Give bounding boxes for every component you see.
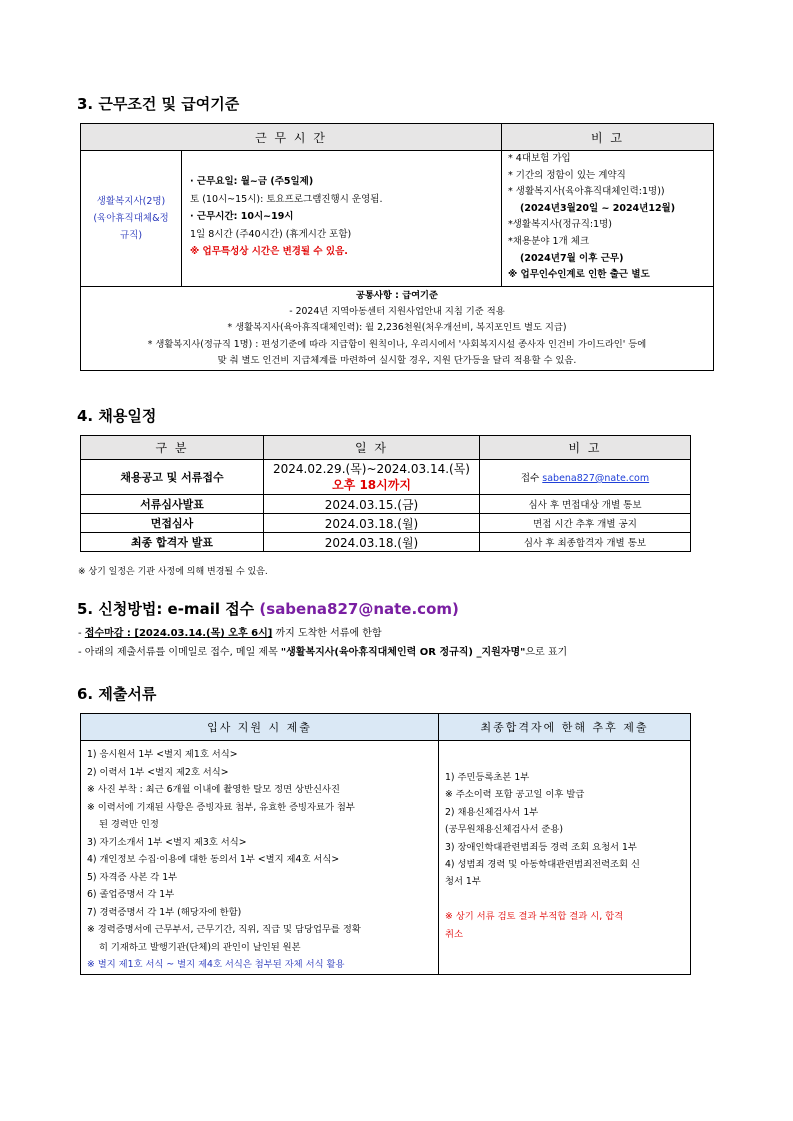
- table-row: [81, 533, 691, 552]
- final-docs-cell: [439, 741, 691, 975]
- common-line: 맞 춰 별도 인건비 지급체계를 마련하여 실시할 경우, 지원 단가등을 달리 적용할 수 있음.: [217, 355, 577, 366]
- schedule-date: 2024.02.29.(목)~2024.03.14.(목): [272, 462, 470, 476]
- note-line: *채용분야 1개 체크: [508, 235, 590, 247]
- section4-heading: 4. 채용일정: [77, 407, 157, 425]
- note-line: * 4대보험 가입: [508, 153, 571, 164]
- position-cell: [81, 151, 182, 287]
- position-line: (육아휴직대체&정: [93, 213, 169, 224]
- hours-line: · 근무요일: 월~금 (주5일제): [190, 176, 314, 187]
- schedule-header-category: 구 분: [81, 436, 264, 460]
- table-row: [81, 514, 691, 533]
- common-line: - 2024년 지역아동센터 지원사업안내 지침 기준 적용: [289, 305, 505, 317]
- schedule-date: 2024.03.18.(월): [264, 533, 480, 552]
- schedule-label: 면접심사: [81, 514, 264, 533]
- section3-heading: 3. 근무조건 및 급여기준: [77, 95, 240, 113]
- common-cell: [81, 287, 714, 371]
- list-item: ※ 상기 서류 검토 결과 부적합 결과 시, 합격: [445, 911, 624, 923]
- hours-line: · 근무시간: 10시~19시: [190, 211, 294, 222]
- schedule-table: [80, 435, 691, 552]
- section5-email: (sabena827@nate.com): [259, 600, 459, 618]
- schedule-label: 서류심사발표: [81, 495, 264, 514]
- list-item: 2) 채용신체검사서 1부: [445, 806, 539, 818]
- table-row: [81, 460, 691, 495]
- apply-docs-cell: [81, 741, 439, 975]
- list-item: 1) 주민등록초본 1부: [445, 772, 530, 783]
- note-line: (2024년7월 이후 근무): [520, 252, 624, 264]
- schedule-footnote: ※ 상기 일정은 기관 사정에 의해 변경될 수 있음.: [78, 567, 268, 577]
- schedule-note: 심사 후 면접대상 개별 통보: [480, 495, 691, 514]
- schedule-header-note: 비 고: [480, 436, 691, 460]
- schedule-header-date: 일 자: [264, 436, 480, 460]
- list-item: 취소: [445, 928, 463, 940]
- schedule-date-cell: [264, 460, 480, 495]
- list-item: 히 기재하고 발행기관(단체)의 관인이 날인된 원본: [99, 941, 301, 953]
- list-item: 3) 자기소개서 1부 <별지 제3호 서식>: [87, 836, 247, 848]
- list-item: ※ 이력서에 기재된 사항은 증빙자료 첨부, 유효한 증빙자료가 첨부: [87, 801, 355, 813]
- list-item: 된 경력만 인정: [99, 819, 159, 830]
- schedule-date: 2024.03.18.(월): [264, 514, 480, 533]
- hours-line: ※ 업무특성상 시간은 변경될 수 있음.: [190, 246, 348, 257]
- list-item: ※ 경력증명서에 근무부서, 근무기간, 직위, 직급 및 담당업무를 정확: [87, 924, 361, 935]
- table-row: [81, 495, 691, 514]
- schedule-date: 2024.03.15.(금): [264, 495, 480, 514]
- line2-prefix: - 아래의 제출서류를 이메일로 접수, 메일 제목: [78, 647, 281, 658]
- hours-cell: [182, 151, 502, 287]
- list-item: ※ 주소이력 포함 공고일 이후 발급: [445, 789, 585, 801]
- section5-heading-prefix: 5. 신청방법: e-mail 접수: [77, 600, 260, 618]
- list-item: ※ 별지 제1호 서식 ~ 별지 제4호 서식은 첨부된 자체 서식 활용: [87, 959, 345, 970]
- schedule-label: 채용공고 및 서류접수: [81, 460, 264, 495]
- schedule-note-prefix: 접수: [520, 473, 543, 484]
- list-item: 4) 개인정보 수집·이용에 대한 동의서 1부 <별지 제4호 서식>: [87, 854, 340, 865]
- common-line: * 생활복지사(정규직 1명) : 편성기준에 따라 지급함이 원칙이나, 우리시에서 '사회복지시설 종사자 인건비 가이드라인' 등에: [147, 338, 647, 350]
- list-item: ※ 사진 부착 : 최근 6개월 이내에 촬영한 탈모 정면 상반신사진: [87, 784, 340, 795]
- section5-heading: [77, 598, 459, 619]
- list-item: 4) 성범죄 경력 및 아동학대관련범죄전력조회 신: [445, 859, 640, 871]
- col-apply-header: 입사 지원 시 제출: [81, 714, 439, 741]
- schedule-note: 면접 시간 추후 개별 공지: [480, 514, 691, 533]
- line2-rest: 으로 표기: [525, 647, 568, 658]
- line1-prefix: -: [78, 628, 85, 639]
- position-line: 규직): [119, 230, 143, 241]
- deadline-line: [78, 624, 382, 639]
- schedule-note-cell: [480, 460, 691, 495]
- line1-rest: 까지 도착한 서류에 한함: [272, 628, 382, 639]
- list-item: 6) 졸업증명서 각 1부: [87, 889, 175, 900]
- list-item: [445, 891, 690, 908]
- position-line: 생활복지사(2명): [96, 196, 166, 207]
- common-title: 공통사항 : 급여기준: [355, 289, 439, 301]
- work-conditions-table: [80, 123, 714, 371]
- note-line: * 생활복지사(육아휴직대체인력:1명)): [508, 186, 665, 198]
- note-line: *생활복지사(정규직:1명): [508, 219, 613, 231]
- schedule-label: 최종 합격자 발표: [81, 533, 264, 552]
- hours-line: 1일 8시간 (주40시간) (휴게시간 포함): [190, 228, 352, 240]
- subject-text: "생활복지사(육아휴직대체인력 OR 정규직) _지원자명": [280, 647, 526, 658]
- list-item: 5) 자격증 사본 각 1부: [87, 871, 178, 883]
- col-note-header: 비 고: [502, 124, 714, 151]
- common-line: * 생활복지사(육아휴직대체인력): 월 2,236천원(처우개선비, 복지포인트 별도 지급): [227, 322, 567, 333]
- note-line: (2024년3월20일 ~ 2024년12월): [520, 202, 676, 214]
- list-item: 청서 1부: [445, 876, 481, 888]
- section6-heading: 6. 제출서류: [77, 685, 157, 703]
- note-line: ※ 업무인수인계로 인한 출근 별도: [508, 269, 650, 281]
- hours-line: 토 (10시~15시): 토요프로그램진행시 운영됨.: [190, 193, 383, 205]
- subject-line: [78, 643, 567, 658]
- email-link[interactable]: sabena827@nate.com: [542, 473, 650, 484]
- note-line: * 기간의 정함이 있는 계약직: [508, 169, 626, 181]
- col-final-header: 최종합격자에 한해 추후 제출: [439, 714, 691, 741]
- schedule-deadline: 오후 18시까지: [332, 478, 411, 492]
- col-hours-header: 근 무 시 간: [81, 124, 502, 151]
- deadline-text: 접수마감 : [2024.03.14.(목) 오후 6시]: [84, 628, 273, 639]
- schedule-note: 심사 후 최종합격자 개별 통보: [480, 533, 691, 552]
- list-item: 7) 경력증명서 각 1부 (해당자에 한함): [87, 906, 242, 918]
- list-item: 3) 장애인학대관련범죄등 경력 조회 요청서 1부: [445, 841, 637, 853]
- note-cell: [502, 151, 714, 287]
- list-item: 1) 응시원서 1부 <별지 제1호 서식>: [87, 749, 238, 760]
- list-item: (공무원채용신체검사서 준용): [445, 824, 563, 836]
- list-item: 2) 이력서 1부 <별지 제2호 서식>: [87, 766, 229, 778]
- documents-table: [80, 713, 691, 975]
